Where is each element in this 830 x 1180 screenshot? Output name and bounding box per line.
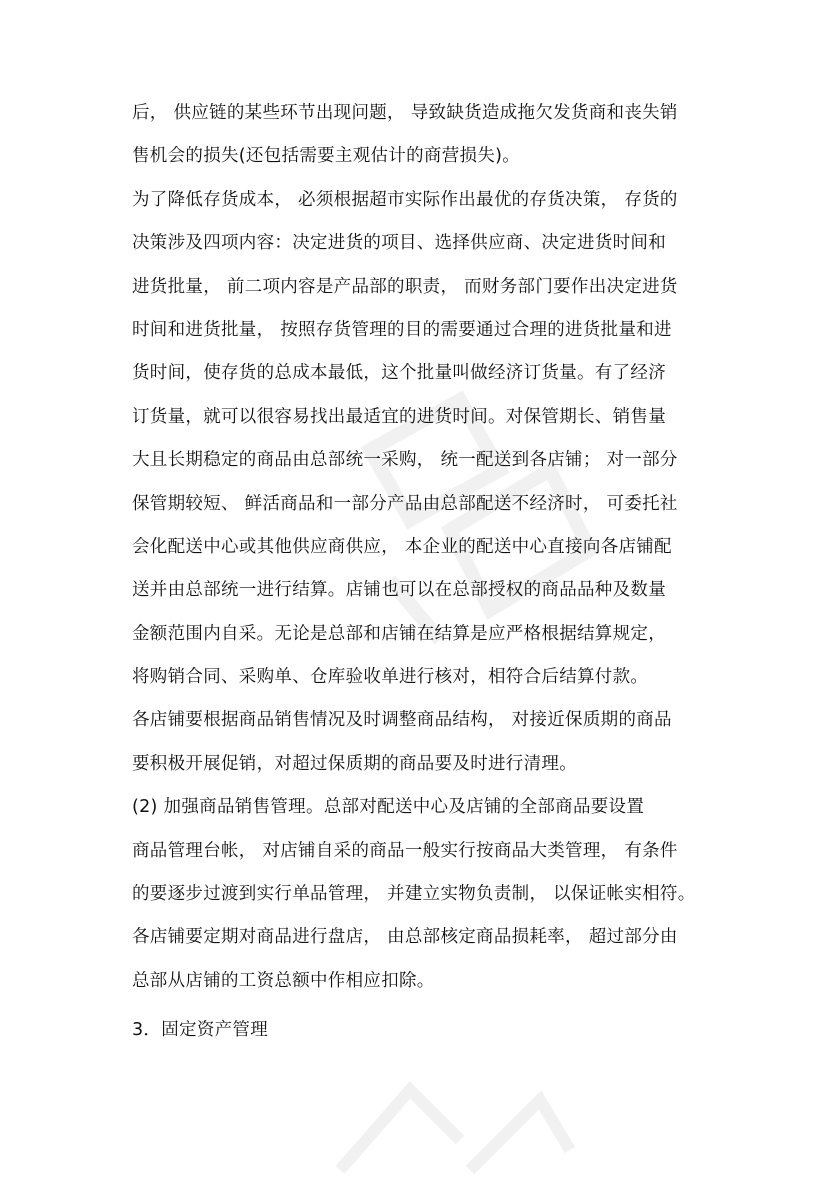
text-line: (2) 加强商品销售管理。总部对配送中心及店铺的全部商品要设置	[132, 797, 645, 818]
text-line: 售机会的损失(还包括需要主观估计的商营损失)。	[132, 146, 521, 167]
text-line: 订货量，就可以很容易找出最适宜的进货时间。对保管期长、销售量	[132, 406, 666, 427]
text-line: 会化配送中心或其他供应商供应， 本企业的配送中心直接向各店铺配	[132, 536, 672, 557]
text-line: 决策涉及四项内容：决定进货的项目、选择供应商、决定进货时间和	[132, 233, 666, 254]
text-line: 各店铺要根据商品销售情况及时调整商品结构， 对接近保质期的商品	[132, 710, 672, 731]
text-line: 货时间，使存货的总成本最低，这个批量叫做经济订货量。有了经济	[132, 363, 666, 384]
text-line: 商品管理台帐， 对店铺自采的商品一般实行按商品大类管理， 有条件	[132, 840, 678, 861]
text-line: 保管期较短、 鲜活商品和一部分产品由总部配送不经济时， 可委托社	[132, 493, 678, 514]
section-heading: 3．固定资产管理	[132, 1020, 269, 1041]
text-line: 为了降低存货成本， 必须根据超市实际作出最优的存货决策， 存货的	[132, 189, 678, 210]
text-line: 的要逐步过渡到实行单品管理， 并建立实物负责制， 以保证帐实相符。	[132, 884, 696, 905]
text-line: 送并由总部统一进行结算。店铺也可以在总部授权的商品品种及数量	[132, 580, 666, 601]
text-line: 各店铺要定期对商品进行盘店， 由总部核定商品损耗率， 超过部分由	[132, 927, 678, 948]
text-line: 总部从店铺的工资总额中作相应扣除。	[132, 970, 435, 991]
text-line: 后， 供应链的某些环节出现问题， 导致缺货造成拖欠发货商和丧失销	[132, 103, 678, 123]
text-line: 要积极开展促销，对超过保质期的商品要及时进行清理。	[132, 753, 577, 774]
text-line: 进货批量， 前二项内容是产品部的职责， 而财务部门要作出决定进货	[132, 276, 678, 297]
text-line: 大且长期稳定的商品由总部统一采购， 统一配送到各店铺； 对一部分	[132, 450, 678, 471]
text-line: 时间和进货批量， 按照存货管理的目的需要通过合理的进货批量和进	[132, 319, 672, 340]
body-text	[132, 92, 732, 1053]
text-line: 金额范围内自采。无论是总部和店铺在结算是应严格根据结算规定，	[132, 623, 666, 644]
watermark-icon	[320, 1060, 580, 1180]
text-line: 将购销合同、采购单、仓库验收单进行核对，相符合后结算付款。	[132, 667, 649, 688]
